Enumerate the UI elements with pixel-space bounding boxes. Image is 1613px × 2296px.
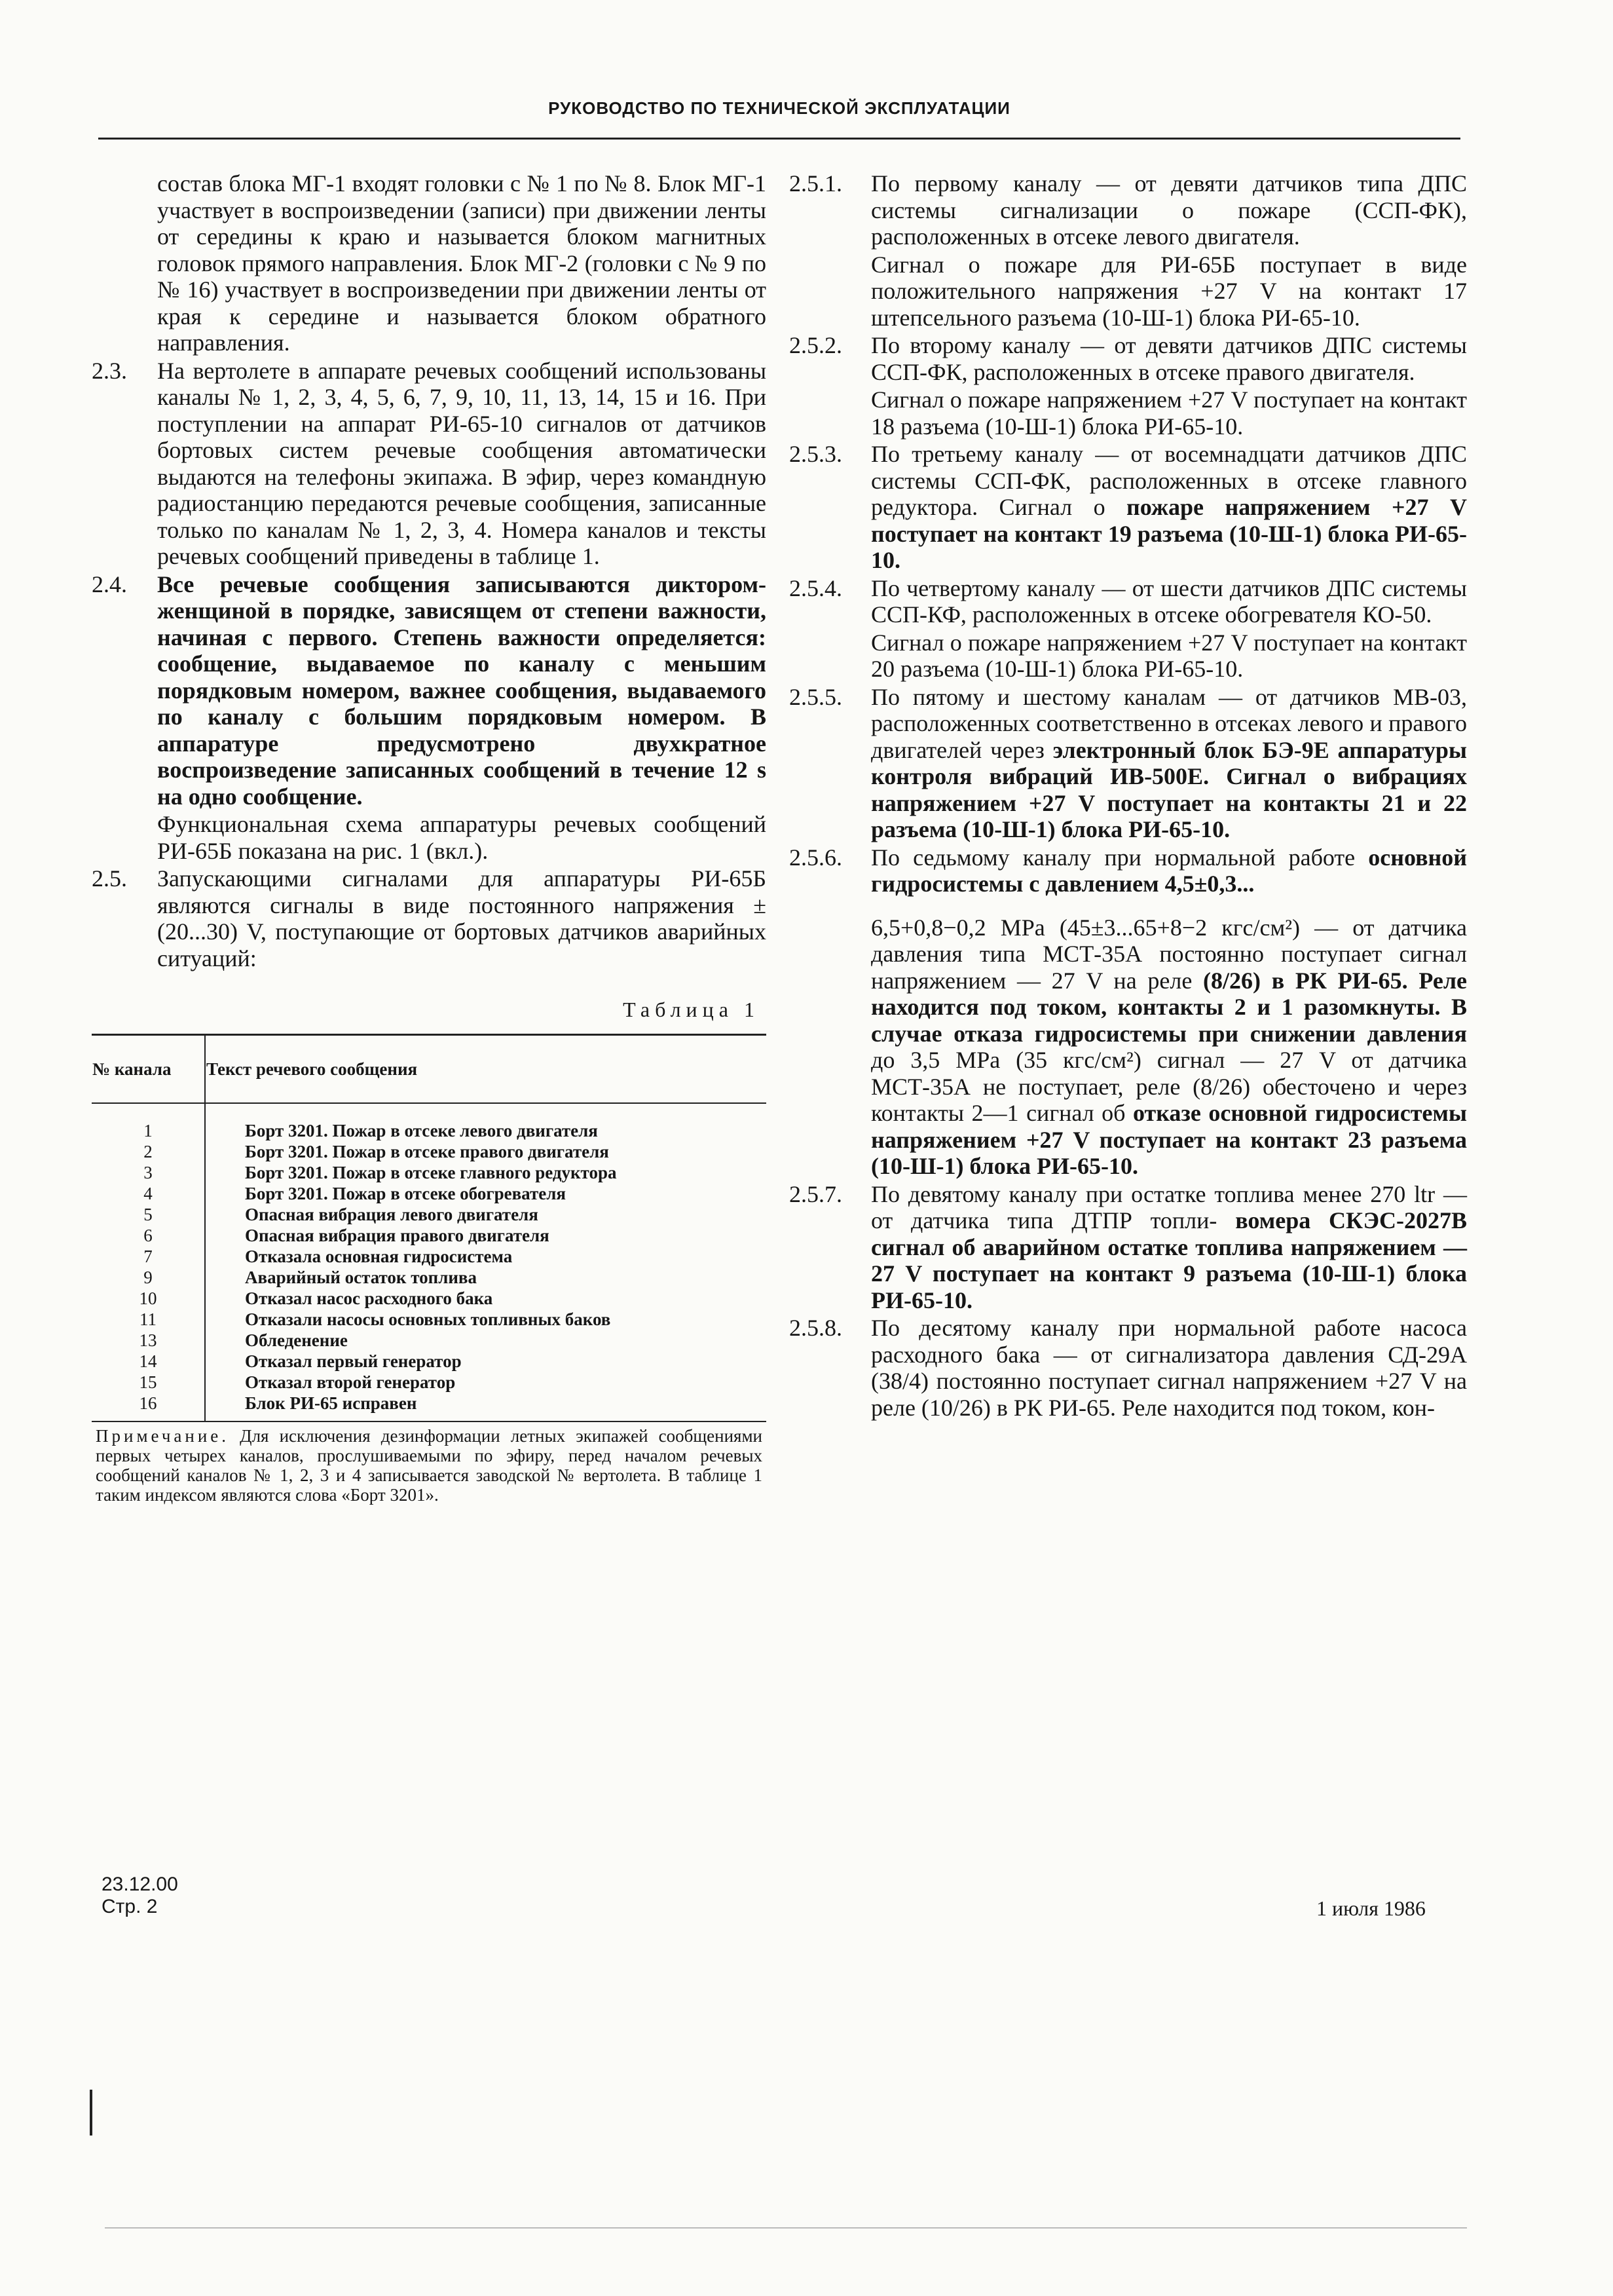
message-text: Борт 3201. Пожар в отсеке правого двигателя — [245, 1141, 609, 1161]
footer-issue-date: 1 июля 1986 — [1316, 1896, 1426, 1920]
paragraph-text: до 3,5 МРа (35 кгс/см²) сигнал — 27 V от датчика МСТ-35А не поступает, реле (8/26) обесточено и через контакты 2—1 сигнал об — [871, 1047, 1467, 1126]
channel-number: 13 — [92, 1330, 205, 1351]
section-number: 2.5.2. — [789, 332, 842, 358]
table-row — [92, 1330, 766, 1351]
section-number: 2.5. — [92, 865, 127, 892]
paragraph-2-5-4-cont — [789, 630, 1467, 683]
paragraph-2-4 — [92, 571, 766, 810]
paragraph-text: По второму каналу — от девяти датчиков ДПС системы ССП-ФК, расположенных в отсеке правого двигателя. — [871, 332, 1467, 385]
paragraph-2-5-8 — [789, 1315, 1467, 1421]
channel-number: 14 — [92, 1351, 205, 1372]
message-text: Опасная вибрация правого двигателя — [245, 1225, 549, 1245]
channel-number: 6 — [92, 1225, 205, 1246]
paragraph-text: По десятому каналу при нормальной работе насоса расходного бака — от сигнализатора давления СД-29А (38/4) постоянно поступает сигнал напряжением +27 V на реле (10/26) в РК РИ-65. Реле находится под током, кон- — [871, 1315, 1467, 1421]
paragraph-text-bold: электронный блок БЭ-9Е аппаратуры контроля вибраций ИВ-500Е. Сигнал о вибрациях напряжением +27 V поступает на контакты 21 и 22 разъема (10-Ш-1) блока РИ-65-10. — [871, 736, 1467, 842]
paragraph-text: По пятому и шестому каналам — от датчиков МВ-03, расположенных соответственно в отсеках левого и правого двигателей через — [871, 683, 1467, 763]
paragraph-text-bold: отказе основной гидросистемы напряжением +27 V поступает на контакт 23 разъема (10-Ш-1) блока РИ-65-10. — [871, 1100, 1467, 1179]
table-row — [92, 1183, 766, 1204]
channel-number: 16 — [92, 1393, 205, 1421]
section-number: 2.5.6. — [789, 844, 842, 871]
table-row — [92, 1372, 766, 1393]
paragraph-text: По девятому каналу при остатке топлива менее 270 ltr — от датчика типа ДТПР топли- — [871, 1180, 1467, 1233]
left-column — [92, 170, 766, 1505]
right-column — [789, 170, 1467, 1422]
paragraph-2-5-2-cont — [789, 386, 1467, 440]
paragraph-text: По третьему каналу — от восемнадцати датчиков ДПС системы ССП-ФК, расположенных в отсеке главного редуктора. Сигнал о — [871, 441, 1467, 520]
section-number: 2.5.1. — [789, 170, 842, 197]
paragraph-text: Функциональная схема аппаратуры речевых сообщений РИ-65Б показана на рис. 1 (вкл.). — [157, 811, 766, 864]
channel-number: 3 — [92, 1162, 205, 1183]
table-row — [92, 1393, 766, 1421]
table-row — [92, 1351, 766, 1372]
channel-number: 7 — [92, 1246, 205, 1267]
message-text: Борт 3201. Пожар в отсеке главного редуктора — [245, 1162, 617, 1182]
paragraph-text: Сигнал о пожаре для РИ-65Б поступает в виде положительного напряжения +27 V на контакт 17 штепсельного разъема (10-Ш-1) блока РИ-65-10. — [871, 251, 1467, 331]
paragraph-2-5 — [92, 865, 766, 971]
table-row — [92, 1103, 766, 1141]
paragraph-text: 6,5+0,8−0,2 МРа (45±3...65+8−2 кгс/см²) — от датчика давления типа МСТ-35А постоянно поступает сигнал напряжением — 27 V на реле — [871, 914, 1467, 994]
table-row — [92, 1162, 766, 1183]
column-header-message: Текст речевого сообщения — [205, 1034, 766, 1103]
message-text: Отказал второй генератор — [245, 1372, 456, 1392]
bottom-scan-line — [105, 2227, 1467, 2229]
message-text: Опасная вибрация левого двигателя — [245, 1204, 538, 1224]
channel-number: 5 — [92, 1204, 205, 1225]
message-text: Отказал насос расходного бака — [245, 1288, 493, 1308]
table-row — [92, 1141, 766, 1162]
channel-number: 15 — [92, 1372, 205, 1393]
margin-mark — [90, 2090, 92, 2136]
paragraph-2-5-1-cont — [789, 252, 1467, 331]
paragraph-2-5-3 — [789, 441, 1467, 574]
table-note — [92, 1422, 766, 1505]
channel-number: 11 — [92, 1309, 205, 1330]
paragraph-text-bold: вомера СКЭС-2027В сигнал об аварийном остатке топлива напряжением —27 V поступает на контакт 9 разъема (10-Ш-1) блока РИ-65-10. — [871, 1207, 1468, 1313]
channel-number: 9 — [92, 1267, 205, 1288]
paragraph-intro — [92, 170, 766, 356]
message-text: Аварийный остаток топлива — [245, 1267, 477, 1287]
message-text: Отказала основная гидросистема — [245, 1246, 513, 1266]
messages-table — [92, 1034, 766, 1422]
paragraph-text-bold: основной гидросистемы с давлением 4,5±0,3... — [871, 844, 1467, 897]
channel-number: 4 — [92, 1183, 205, 1204]
message-text: Отказали насосы основных топливных баков — [245, 1309, 611, 1329]
paragraph-2-5-5 — [789, 684, 1467, 843]
note-text: Для исключения дезинформации летных экипажей сообщениями первых четырех каналов, прослушиваемыми по эфиру, перед началом речевых сообщений каналов № 1, 2, 3 и 4 записывается заводской № вертолета. В таблице 1 таким индексом являются слова «Борт 3201». — [96, 1425, 762, 1505]
table-row — [92, 1309, 766, 1330]
footer-date: 23.12.00 — [102, 1873, 178, 1895]
paragraph-2-5-4 — [789, 575, 1467, 628]
table-header-row — [92, 1034, 766, 1103]
paragraph-text: По четвертому каналу — от шести датчиков ДПС системы ССП-КФ, расположенных в отсеке обогревателя КО-50. — [871, 574, 1467, 628]
section-number: 2.5.7. — [789, 1180, 842, 1207]
paragraph-text-bold: (8/26) в РК РИ-65. Реле находится под током, контакты 2 и 1 разомкнуты. В случае отказа гидросистемы при снижении давления — [871, 967, 1468, 1047]
section-number: 2.5.3. — [789, 441, 842, 467]
column-header-channel: № канала — [92, 1034, 205, 1103]
header-rule — [98, 138, 1460, 140]
paragraph-text-bold: пожаре напряжением +27 V поступает на контакт 19 разъема (10-Ш-1) блока РИ-65-10. — [871, 494, 1468, 573]
note-label: Примечание. — [96, 1425, 230, 1446]
section-number: 2.4. — [92, 571, 127, 597]
paragraph-text: Сигнал о пожаре напряжением +27 V поступает на контакт 18 разъема (10-Ш-1) блока РИ-65-10. — [871, 386, 1467, 440]
channel-number: 1 — [92, 1103, 205, 1141]
paragraph-text: По седьмому каналу при нормальной работе — [871, 844, 1356, 871]
message-text: Отказал первый генератор — [245, 1351, 462, 1371]
paragraph-text: Все речевые сообщения записываются диктором-женщиной в порядке, зависящем от степени важности, начиная с первого. Степень важности определяется: сообщение, выдаваемое по каналу с меньшим порядковым номером, важнее сообщения, выдаваемого по каналу с большим порядковым номером. В аппаратуре предусмотрено двухкратное воспроизведение записанных сообщений в течение 12 s на одно сообщение. — [157, 571, 766, 810]
intro-text: состав блока МГ-1 входят головки с № 1 по № 8. Блок МГ-1 участвует в воспроизведении (записи) при движении ленты от середины к краю и называется блоком магнитных головок прямого направления. Блок МГ-2 (головки с № 9 по № 16) участвует в воспроизведении при движении ленты от края к середине и называется блоком обратного направления. — [157, 170, 766, 356]
paragraph-text: На вертолете в аппарате речевых сообщений использованы каналы № 1, 2, 3, 4, 5, 6, 7, 9, 10, 11, 13, 14, 15 и 16. При поступлении на аппарат РИ-65-10 сигналов от датчиков бортовых систем речевые сообщения автоматически выдаются на телефоны экипажа. В эфир, через командную радиостанцию передаются речевые сообщения, записанные только по каналам № 1, 2, 3, 4. Номера каналов и тексты речевых сообщений приведены в таблице 1. — [157, 357, 766, 569]
message-text: Блок РИ-65 исправен — [205, 1393, 766, 1421]
message-text: Обледенение — [245, 1330, 348, 1350]
paragraph-2-5-6-cont — [789, 914, 1467, 1180]
footer-left — [102, 1873, 178, 1918]
channel-number: 2 — [92, 1141, 205, 1162]
page-header: РУКОВОДСТВО ПО ТЕХНИЧЕСКОЙ ЭКСПЛУАТАЦИИ — [548, 98, 1010, 118]
footer-page: Стр. 2 — [102, 1896, 158, 1917]
paragraph-text: Сигнал о пожаре напряжением +27 V поступает на контакт 20 разъема (10-Ш-1) блока РИ-65-10. — [871, 629, 1467, 682]
message-text: Борт 3201. Пожар в отсеке обогревателя — [245, 1183, 566, 1203]
channel-number: 10 — [92, 1288, 205, 1309]
section-number: 2.3. — [92, 357, 127, 384]
table-row — [92, 1246, 766, 1267]
paragraph-text: Запускающими сигналами для аппаратуры РИ-65Б являются сигналы в виде постоянного напряжения ± (20...30) V, поступающие от бортовых датчиков аварийных ситуаций: — [157, 865, 766, 971]
table-caption: Таблица 1 — [623, 998, 760, 1021]
paragraph-2-5-1 — [789, 170, 1467, 250]
table-row — [92, 1204, 766, 1225]
paragraph-2-5-2 — [789, 332, 1467, 385]
table-row — [92, 1267, 766, 1288]
paragraph-2-4-cont — [92, 811, 766, 864]
paragraph-2-5-7 — [789, 1181, 1467, 1314]
message-text: Борт 3201. Пожар в отсеке левого двигателя — [245, 1120, 598, 1140]
table-body — [92, 1103, 766, 1421]
table-row — [92, 1288, 766, 1309]
section-number: 2.5.5. — [789, 683, 842, 710]
section-number: 2.5.4. — [789, 574, 842, 601]
paragraph-2-5-6 — [789, 844, 1467, 897]
section-number: 2.5.8. — [789, 1315, 842, 1341]
table-row — [92, 1225, 766, 1246]
paragraph-2-3 — [92, 358, 766, 570]
paragraph-text: По первому каналу — от девяти датчиков типа ДПС системы сигнализации о пожаре (ССП-ФК), расположенных в отсеке левого двигателя. — [871, 170, 1467, 250]
